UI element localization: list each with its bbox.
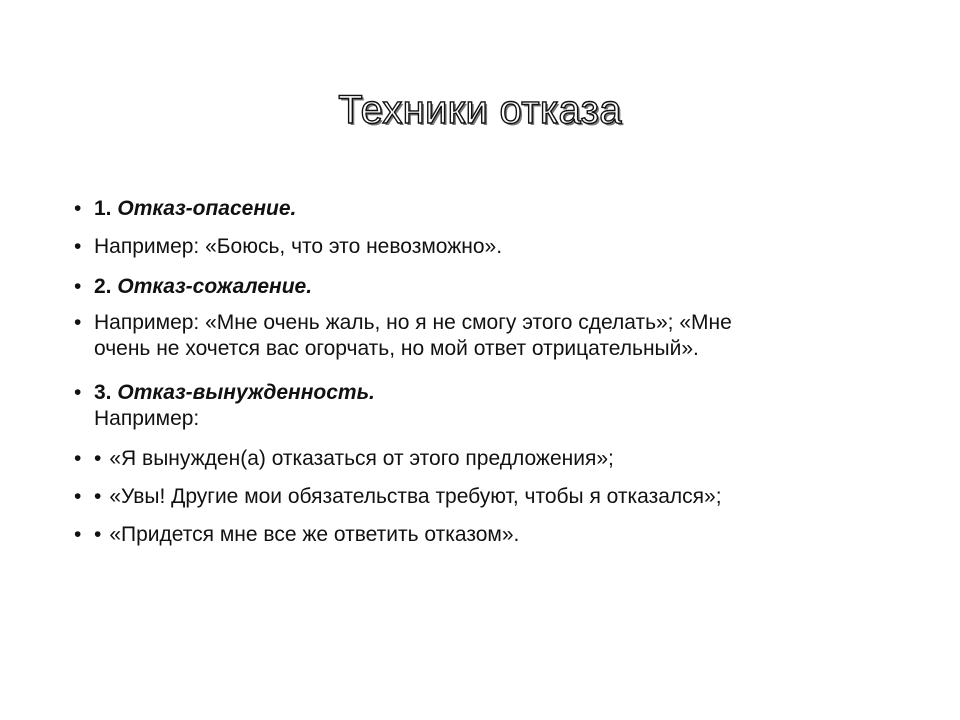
item-number: 1. <box>94 197 112 220</box>
slide-title: Техники отказа <box>338 88 622 132</box>
item-term: Отказ-опасение. <box>117 197 297 220</box>
item-text-line: очень не хочется вас огорчать, но мой ответ отрицательный». <box>94 337 699 360</box>
item-term: Отказ-вынужденность. <box>117 381 375 404</box>
bullet-dot-icon: • <box>74 235 82 258</box>
item-text: «Я вынужден(а) отказаться от этого предложения»; <box>109 447 614 470</box>
bullet-dot-icon: • <box>74 197 82 220</box>
bullet-dot-icon: • <box>74 381 82 404</box>
bullet-item <box>72 446 912 484</box>
bullet-item <box>72 310 912 380</box>
bullet-dot-icon: • <box>74 447 82 470</box>
sub-bullet-icon: • <box>94 485 102 508</box>
bullet-item <box>72 380 912 446</box>
item-text: «Придется мне все же ответить отказом». <box>109 523 520 546</box>
item-text: «Увы! Другие мои обязательства требуют, чтобы я отказался»; <box>109 485 722 508</box>
bullet-item <box>72 234 912 274</box>
bullet-dot-icon: • <box>74 523 82 546</box>
item-number: 3. <box>94 381 112 404</box>
item-subtext: Например: <box>94 407 200 430</box>
bullet-dot-icon: • <box>74 275 82 298</box>
bullet-item <box>72 484 912 522</box>
sub-bullet-icon: • <box>94 523 102 546</box>
bullet-item <box>72 196 912 234</box>
bullet-list <box>72 196 912 560</box>
bullet-item <box>72 522 912 560</box>
bullet-dot-icon: • <box>74 485 82 508</box>
item-text: Например: «Боюсь, что это невозможно». <box>94 235 503 258</box>
item-term: Отказ-сожаление. <box>117 275 313 298</box>
bullet-dot-icon: • <box>74 311 82 334</box>
sub-bullet-icon: • <box>94 447 102 470</box>
item-text-line: Например: «Мне очень жаль, но я не смогу этого сделать»; «Мне <box>94 311 732 334</box>
item-number: 2. <box>94 275 112 298</box>
bullet-item <box>72 274 912 310</box>
